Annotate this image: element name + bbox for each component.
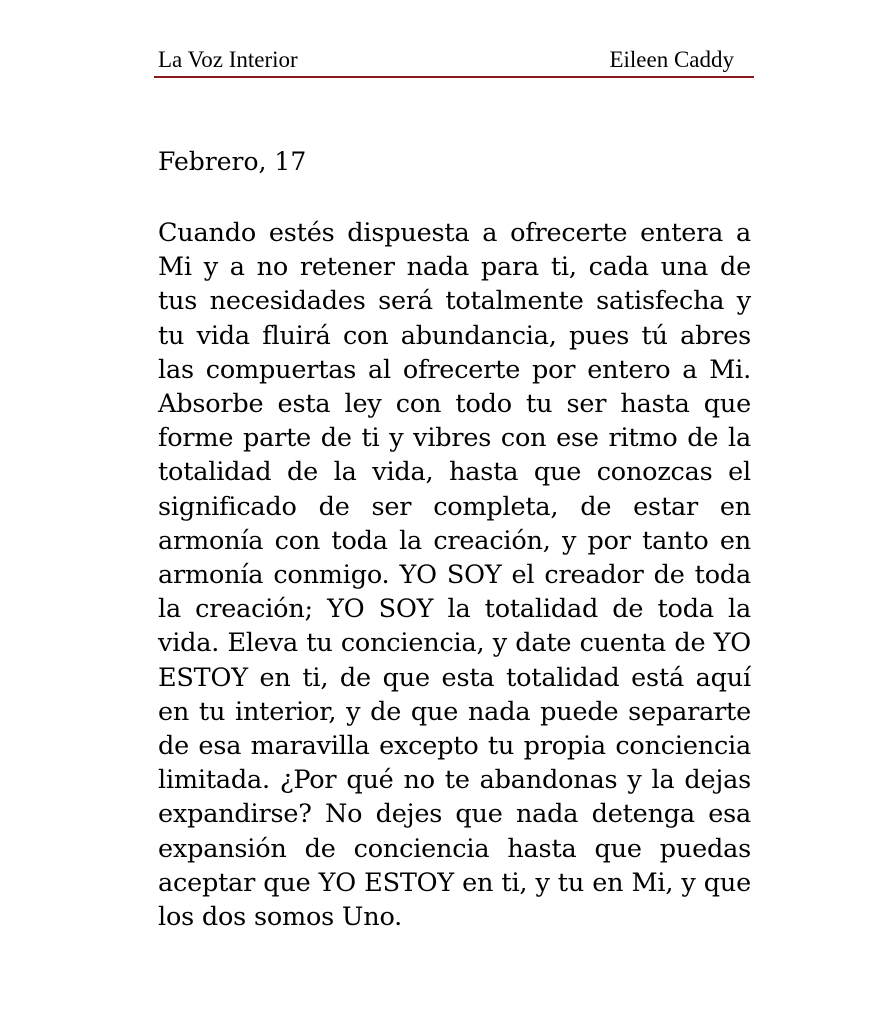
entry-date: Febrero, 17	[158, 147, 307, 176]
page-header	[154, 46, 754, 78]
entry-body-text: Cuando estés dispuesta a ofrecerte entera a Mi y a no retener nada para ti, cada una de tus necesidades será totalmente satisfecha y tu vida fluirá con abundancia, pues tú abres las compuertas al ofrecerte por entero a Mi. Absorbe esta ley con todo tu ser hasta que forme parte de ti y vibres con ese ritmo de la totalidad de la vida, hasta que conozcas el significado de ser completa, de estar en armonía con toda la creación, y por tanto en armonía conmigo. YO SOY el creador de toda la creación; YO SOY la totalidad de toda la vida. Eleva tu conciencia, y date cuenta de YO ESTOY en ti, de que esta totalidad está aquí en tu interior, y de que nada puede separarte de esa maravilla excepto tu propia conciencia limitada. ¿Por qué no te abandonas y la dejas expandirse? No dejes que nada detenga esa expansión de conciencia hasta que puedas aceptar que YO ESTOY en ti, y tu en Mi, y que los dos somos Uno.	[158, 218, 751, 933]
book-title: La Voz Interior	[158, 47, 298, 72]
author-name: Eileen Caddy	[609, 47, 734, 72]
